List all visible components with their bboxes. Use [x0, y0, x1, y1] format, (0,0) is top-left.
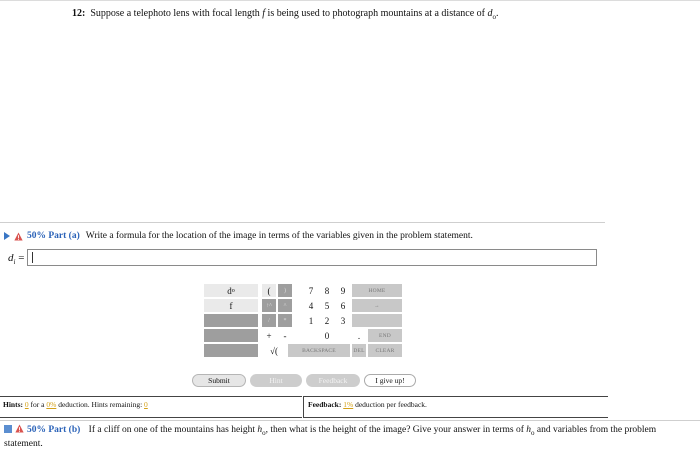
feedback-percent: 1%: [343, 400, 354, 409]
part-b-text: If a cliff on one of the mountains has height: [88, 425, 255, 435]
part-b-percent: 50% Part (b): [27, 425, 81, 435]
key-del[interactable]: DEL: [352, 344, 366, 357]
key-9[interactable]: 9: [336, 284, 350, 297]
question-number: 12:: [72, 8, 86, 19]
feedback-button[interactable]: Feedback: [306, 374, 360, 387]
question-statement: [72, 8, 499, 21]
key-plus[interactable]: +: [262, 329, 276, 342]
key-1[interactable]: 1: [304, 314, 318, 327]
var-d-sub: o: [492, 13, 497, 21]
key-empty-var-3: [204, 344, 258, 357]
key-times[interactable]: *: [278, 314, 292, 327]
key-arrow[interactable]: →: [352, 299, 402, 312]
hints-percent: 0%: [46, 400, 57, 409]
key-7[interactable]: 7: [304, 284, 318, 297]
part-a-prompt: Write a formula for the location of the image in terms of the variables given in the problem statement.: [85, 231, 473, 241]
var-h-sub-2: o: [531, 428, 535, 437]
part-a-header: [4, 231, 473, 241]
var-f: f: [262, 8, 266, 19]
feedback-text: deduction per feedback.: [355, 400, 427, 409]
key-paren-open[interactable]: (: [262, 284, 276, 297]
key-paren-close[interactable]: ): [278, 284, 292, 297]
part-b-header: [4, 424, 694, 450]
question-text: Suppose a telephoto lens with focal length: [90, 8, 260, 19]
warning-icon-b: [15, 424, 24, 433]
section-divider-2: [0, 420, 700, 421]
key-power[interactable]: ↑^: [262, 299, 276, 312]
expand-icon[interactable]: [4, 425, 12, 433]
key-backspace[interactable]: BACKSPACE: [288, 344, 350, 357]
var-h: h: [257, 425, 263, 435]
key-5[interactable]: 5: [320, 299, 334, 312]
hint-button[interactable]: Hint: [250, 374, 302, 387]
key-4[interactable]: 4: [304, 299, 318, 312]
question-end: .: [496, 8, 499, 19]
submit-button[interactable]: Submit: [192, 374, 246, 387]
section-divider: [0, 222, 605, 223]
hints-remaining: 0: [144, 400, 148, 409]
key-empty-var-2: [204, 329, 258, 342]
text-caret: [32, 252, 33, 263]
give-up-button[interactable]: I give up!: [364, 374, 416, 387]
key-var-f[interactable]: f: [204, 299, 258, 312]
hints-text: for a: [30, 400, 45, 409]
question-text-2: is being used to photograph mountains at a distance of: [267, 8, 486, 19]
top-divider: [0, 0, 700, 1]
play-icon[interactable]: [4, 232, 10, 240]
feedback-panel: [303, 396, 608, 418]
hints-panel: [0, 396, 302, 418]
key-end[interactable]: END: [368, 329, 402, 342]
key-blank: [352, 314, 402, 327]
key-8[interactable]: 8: [320, 284, 334, 297]
hints-label: Hints:: [3, 400, 24, 409]
feedback-label: Feedback:: [308, 400, 342, 409]
answer-label: $d_i$ =: [8, 252, 25, 267]
key-2[interactable]: 2: [320, 314, 334, 327]
var-h-sub: o: [262, 428, 266, 437]
key-empty-var: [204, 314, 258, 327]
key-divide[interactable]: /: [262, 314, 276, 327]
part-b-text-3: and variables from the problem statement.: [4, 425, 657, 449]
var-d: d: [487, 8, 493, 19]
key-sqrt[interactable]: √(: [262, 344, 286, 357]
key-minus[interactable]: -: [278, 329, 292, 342]
key-6[interactable]: 6: [336, 299, 350, 312]
key-3[interactable]: 3: [336, 314, 350, 327]
var-h-2: h: [526, 425, 531, 435]
warning-icon: [14, 232, 23, 241]
key-home[interactable]: HOME: [352, 284, 402, 297]
answer-input[interactable]: [27, 249, 597, 266]
key-var-do[interactable]: d o: [204, 284, 258, 297]
key-decimal[interactable]: .: [352, 329, 366, 342]
part-b-text-2: , then what is the height of the image? Give your answer in terms of: [265, 425, 524, 435]
key-exponent[interactable]: ^: [278, 299, 292, 312]
part-a-percent: 50% Part (a): [27, 231, 80, 241]
hints-text-2: deduction. Hints remaining:: [58, 400, 143, 409]
key-0[interactable]: 0: [304, 329, 350, 342]
key-clear[interactable]: CLEAR: [368, 344, 402, 357]
hints-count: 0: [24, 400, 29, 409]
